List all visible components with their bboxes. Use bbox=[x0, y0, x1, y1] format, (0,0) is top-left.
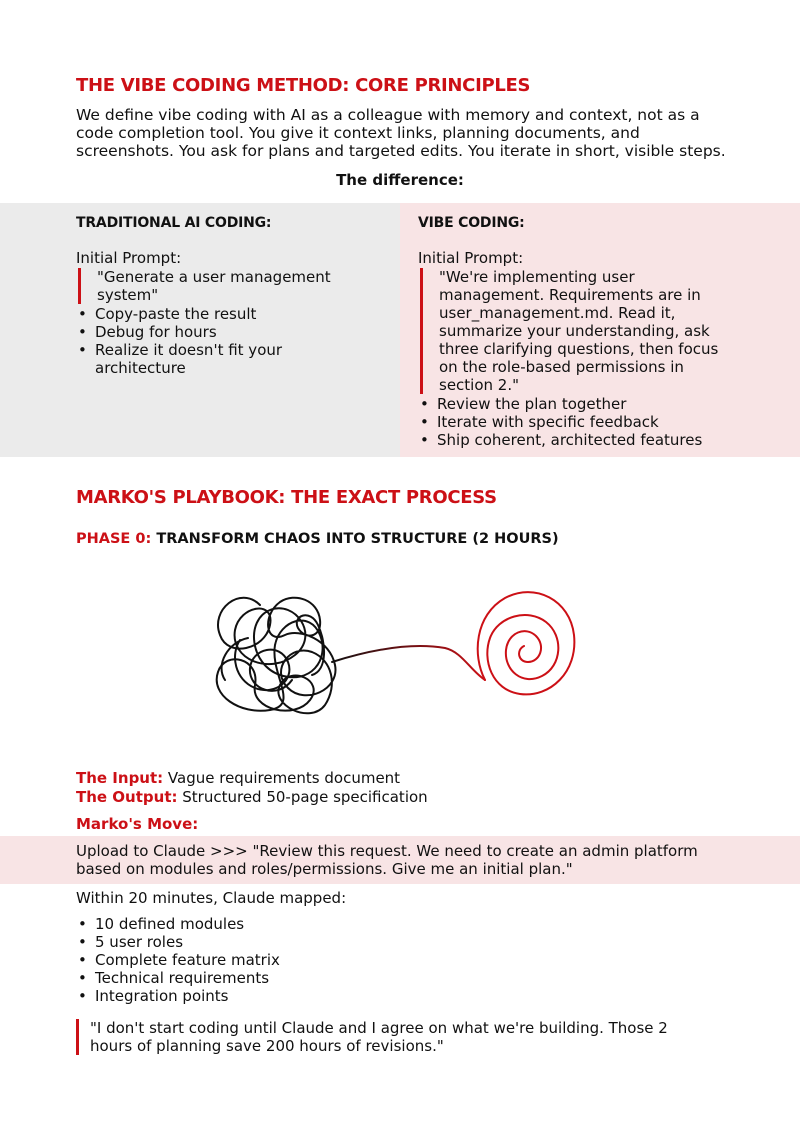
list-item: • Iterate with specific feedback bbox=[418, 413, 758, 431]
move-label: Marko's Move: bbox=[76, 815, 199, 833]
list-item: • Copy-paste the result bbox=[76, 305, 306, 323]
intro-paragraph: We define vibe coding with AI as a colleague with memory and context, not as a code completion tool. You give it context links, planning documents, and screenshots. You ask for plans and targeted edits. You iterate in short, visible steps. bbox=[76, 106, 726, 160]
list-item: • Ship coherent, architected features bbox=[418, 431, 758, 449]
phase-prefix: PHASE 0: bbox=[76, 531, 152, 547]
vibe-bullet-list bbox=[418, 395, 758, 449]
mapped-intro: Within 20 minutes, Claude mapped: bbox=[76, 889, 347, 907]
list-item: • Complete feature matrix bbox=[76, 951, 280, 969]
move-callout: Upload to Claude >>> "Review this request. We need to create an admin platform based on modules and roles/permissions. Give me an initial plan." bbox=[0, 836, 800, 884]
red-spiral-icon bbox=[470, 580, 580, 710]
output-label: The Output: bbox=[76, 788, 178, 806]
input-line bbox=[76, 769, 400, 787]
traditional-coding-panel bbox=[0, 203, 400, 457]
phase-title: TRANSFORM CHAOS INTO STRUCTURE (2 HOURS) bbox=[151, 531, 559, 547]
vibe-prompt-label: Initial Prompt: bbox=[418, 249, 524, 267]
vibe-heading: VIBE CODING: bbox=[418, 215, 525, 231]
input-label: The Input: bbox=[76, 769, 164, 787]
traditional-prompt-quote: "Generate a user management system" bbox=[78, 268, 347, 304]
marko-quote: "I don't start coding until Claude and I agree on what we're building. Those 2 hours of planning save 200 hours of revisions." bbox=[76, 1019, 710, 1055]
section-title-core-principles: THE VIBE CODING METHOD: CORE PRINCIPLES bbox=[76, 75, 531, 96]
traditional-heading: TRADITIONAL AI CODING: bbox=[76, 215, 272, 231]
output-line bbox=[76, 788, 428, 806]
phase-heading bbox=[76, 531, 559, 547]
list-item: • 5 user roles bbox=[76, 933, 280, 951]
list-item: • Debug for hours bbox=[76, 323, 306, 341]
list-item: • Realize it doesn't fit your architecture bbox=[76, 341, 306, 377]
section-title-playbook: MARKO'S PLAYBOOK: THE EXACT PROCESS bbox=[76, 487, 497, 508]
tangled-line-to-spiral-icon bbox=[200, 580, 490, 735]
traditional-bullet-list bbox=[76, 305, 306, 377]
difference-label: The difference: bbox=[336, 171, 464, 189]
vibe-prompt-quote: "We're implementing user management. Requirements are in user_management.md. Read it, summarize your understanding, ask three clarifying questions, then focus on the role-based permissions in section 2." bbox=[420, 268, 729, 394]
list-item: • Review the plan together bbox=[418, 395, 758, 413]
list-item: • Integration points bbox=[76, 987, 280, 1005]
traditional-prompt-label: Initial Prompt: bbox=[76, 249, 182, 267]
list-item: • Technical requirements bbox=[76, 969, 280, 987]
vibe-coding-panel bbox=[400, 203, 800, 457]
list-item: • 10 defined modules bbox=[76, 915, 280, 933]
input-value: Vague requirements document bbox=[163, 769, 401, 787]
output-value: Structured 50-page specification bbox=[177, 788, 428, 806]
mapped-list bbox=[76, 915, 280, 1005]
